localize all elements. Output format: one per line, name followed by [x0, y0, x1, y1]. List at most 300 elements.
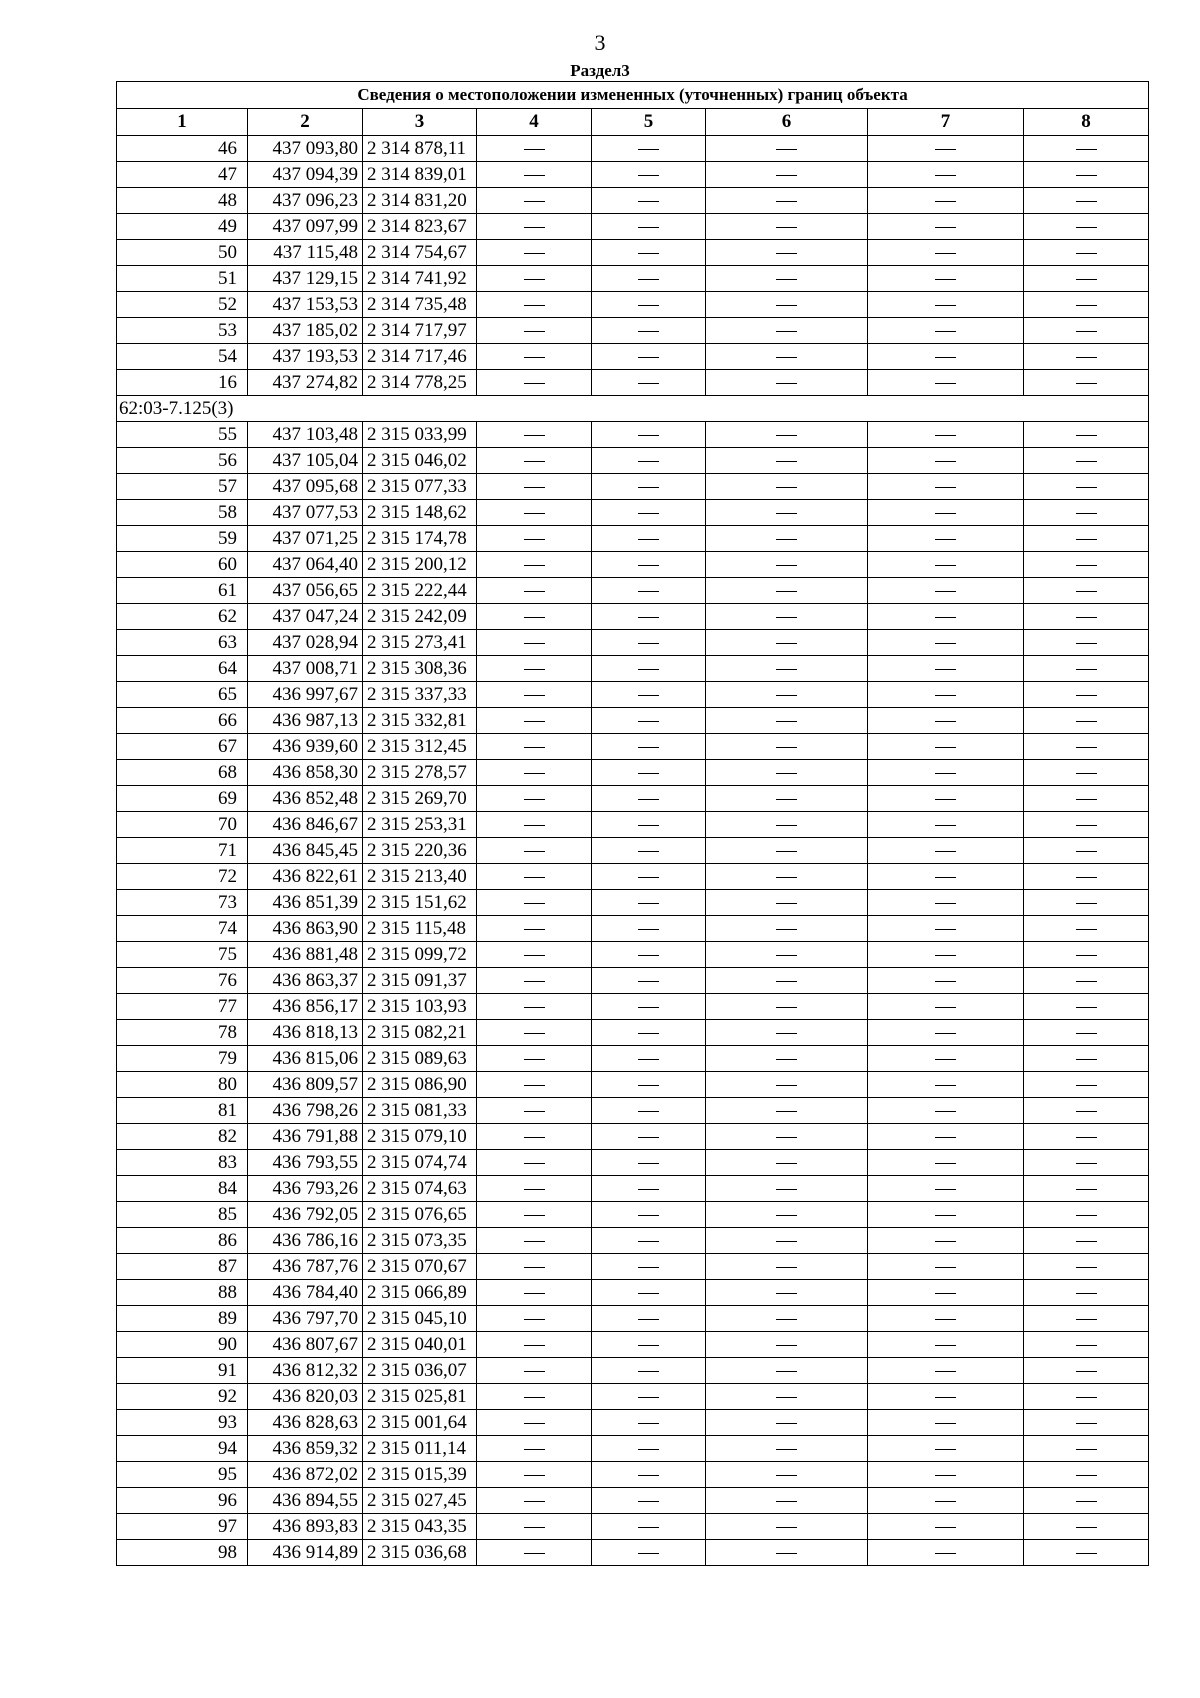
coordinate-y: 2 315 027,45: [363, 1488, 477, 1514]
table-row: [117, 968, 1149, 994]
empty-dash-cell: [477, 1410, 592, 1436]
empty-dash-cell: [1024, 890, 1149, 916]
empty-dash-cell: [592, 552, 706, 578]
empty-dash-cell: [477, 1176, 592, 1202]
point-number: 71: [117, 838, 248, 864]
empty-dash-cell: [868, 786, 1024, 812]
table-row: [117, 188, 1149, 214]
coordinate-y: 2 315 086,90: [363, 1072, 477, 1098]
coordinate-x: 436 791,88: [248, 1124, 363, 1150]
empty-dash-cell: [868, 1202, 1024, 1228]
point-number: 94: [117, 1436, 248, 1462]
table-row: [117, 682, 1149, 708]
table-row: [117, 1280, 1149, 1306]
column-number: 5: [592, 109, 706, 136]
empty-dash-cell: [706, 838, 868, 864]
coordinate-y: 2 315 253,31: [363, 812, 477, 838]
empty-dash-cell: [592, 1020, 706, 1046]
coordinate-y: 2 315 074,74: [363, 1150, 477, 1176]
empty-dash-cell: [706, 1410, 868, 1436]
coordinate-x: 437 105,04: [248, 448, 363, 474]
empty-dash-cell: [1024, 838, 1149, 864]
coordinate-y: 2 315 043,35: [363, 1514, 477, 1540]
empty-dash-cell: [477, 162, 592, 188]
empty-dash-cell: [1024, 552, 1149, 578]
empty-dash-cell: [1024, 240, 1149, 266]
point-number: 51: [117, 266, 248, 292]
empty-dash-cell: [868, 994, 1024, 1020]
empty-dash-cell: [477, 1540, 592, 1566]
table-row: [117, 786, 1149, 812]
coordinate-y: 2 315 066,89: [363, 1280, 477, 1306]
coordinate-y: 2 314 778,25: [363, 370, 477, 396]
empty-dash-cell: [1024, 162, 1149, 188]
empty-dash-cell: [1024, 760, 1149, 786]
empty-dash-cell: [477, 1358, 592, 1384]
point-number: 90: [117, 1332, 248, 1358]
point-number: 65: [117, 682, 248, 708]
coordinate-x: 436 852,48: [248, 786, 363, 812]
column-number: 4: [477, 109, 592, 136]
coordinate-x: 436 997,67: [248, 682, 363, 708]
coordinate-y: 2 315 337,33: [363, 682, 477, 708]
empty-dash-cell: [868, 214, 1024, 240]
table-row: [117, 292, 1149, 318]
point-number: 95: [117, 1462, 248, 1488]
empty-dash-cell: [868, 760, 1024, 786]
coordinate-y: 2 315 115,48: [363, 916, 477, 942]
empty-dash-cell: [1024, 474, 1149, 500]
point-number: 53: [117, 318, 248, 344]
empty-dash-cell: [592, 968, 706, 994]
empty-dash-cell: [706, 1072, 868, 1098]
coordinate-y: 2 315 312,45: [363, 734, 477, 760]
point-number: 67: [117, 734, 248, 760]
empty-dash-cell: [477, 786, 592, 812]
empty-dash-cell: [477, 578, 592, 604]
coordinate-y: 2 315 033,99: [363, 422, 477, 448]
point-number: 96: [117, 1488, 248, 1514]
coordinate-x: 437 153,53: [248, 292, 363, 318]
empty-dash-cell: [868, 1332, 1024, 1358]
empty-dash-cell: [1024, 812, 1149, 838]
empty-dash-cell: [592, 682, 706, 708]
empty-dash-cell: [477, 864, 592, 890]
empty-dash-cell: [1024, 656, 1149, 682]
coordinate-x: 436 856,17: [248, 994, 363, 1020]
table-row: [117, 1332, 1149, 1358]
coordinate-y: 2 315 015,39: [363, 1462, 477, 1488]
point-number: 61: [117, 578, 248, 604]
empty-dash-cell: [868, 604, 1024, 630]
empty-dash-cell: [706, 1488, 868, 1514]
empty-dash-cell: [706, 734, 868, 760]
empty-dash-cell: [706, 1540, 868, 1566]
empty-dash-cell: [592, 370, 706, 396]
empty-dash-cell: [592, 1098, 706, 1124]
empty-dash-cell: [1024, 682, 1149, 708]
empty-dash-cell: [477, 1332, 592, 1358]
empty-dash-cell: [592, 1124, 706, 1150]
empty-dash-cell: [868, 578, 1024, 604]
table-row: [117, 1514, 1149, 1540]
point-number: 54: [117, 344, 248, 370]
point-number: 89: [117, 1306, 248, 1332]
empty-dash-cell: [592, 1436, 706, 1462]
point-number: 88: [117, 1280, 248, 1306]
empty-dash-cell: [868, 240, 1024, 266]
empty-dash-cell: [592, 1332, 706, 1358]
coordinate-x: 436 797,70: [248, 1306, 363, 1332]
empty-dash-cell: [592, 1358, 706, 1384]
coordinate-x: 437 028,94: [248, 630, 363, 656]
empty-dash-cell: [868, 1150, 1024, 1176]
empty-dash-cell: [592, 1150, 706, 1176]
empty-dash-cell: [592, 630, 706, 656]
empty-dash-cell: [868, 188, 1024, 214]
empty-dash-cell: [868, 448, 1024, 474]
coordinate-x: 436 784,40: [248, 1280, 363, 1306]
point-number: 62: [117, 604, 248, 630]
table-row: [117, 1436, 1149, 1462]
table-row: [117, 1306, 1149, 1332]
point-number: 91: [117, 1358, 248, 1384]
empty-dash-cell: [706, 500, 868, 526]
coordinate-y: 2 315 082,21: [363, 1020, 477, 1046]
coordinate-x: 437 185,02: [248, 318, 363, 344]
point-number: 83: [117, 1150, 248, 1176]
empty-dash-cell: [706, 1306, 868, 1332]
table-row: [117, 1150, 1149, 1176]
empty-dash-cell: [592, 734, 706, 760]
empty-dash-cell: [868, 162, 1024, 188]
table-row: [117, 916, 1149, 942]
coordinate-y: 2 315 220,36: [363, 838, 477, 864]
coordinate-y: 2 315 077,33: [363, 474, 477, 500]
empty-dash-cell: [592, 942, 706, 968]
empty-dash-cell: [1024, 994, 1149, 1020]
empty-dash-cell: [592, 526, 706, 552]
coordinate-x: 436 881,48: [248, 942, 363, 968]
empty-dash-cell: [477, 968, 592, 994]
coordinate-x: 437 096,23: [248, 188, 363, 214]
empty-dash-cell: [592, 214, 706, 240]
empty-dash-cell: [477, 1046, 592, 1072]
coordinate-x: 437 064,40: [248, 552, 363, 578]
table-row: [117, 162, 1149, 188]
table-row: [117, 1072, 1149, 1098]
point-number: 50: [117, 240, 248, 266]
empty-dash-cell: [868, 1488, 1024, 1514]
empty-dash-cell: [1024, 1384, 1149, 1410]
empty-dash-cell: [477, 838, 592, 864]
coordinate-y: 2 315 025,81: [363, 1384, 477, 1410]
coordinate-y: 2 315 074,63: [363, 1176, 477, 1202]
empty-dash-cell: [592, 1488, 706, 1514]
empty-dash-cell: [868, 916, 1024, 942]
empty-dash-cell: [706, 812, 868, 838]
point-number: 93: [117, 1410, 248, 1436]
table-row: [117, 1124, 1149, 1150]
coordinate-y: 2 314 735,48: [363, 292, 477, 318]
coordinate-y: 2 315 076,65: [363, 1202, 477, 1228]
coordinate-x: 436 787,76: [248, 1254, 363, 1280]
empty-dash-cell: [592, 1462, 706, 1488]
coordinate-x: 437 093,80: [248, 136, 363, 162]
empty-dash-cell: [1024, 1358, 1149, 1384]
coordinate-x: 437 129,15: [248, 266, 363, 292]
empty-dash-cell: [868, 370, 1024, 396]
point-number: 57: [117, 474, 248, 500]
coordinate-x: 436 872,02: [248, 1462, 363, 1488]
coordinate-y: 2 315 332,81: [363, 708, 477, 734]
group-label: 62:03-7.125(3): [117, 396, 1149, 422]
column-number: 3: [363, 109, 477, 136]
coordinate-x: 437 193,53: [248, 344, 363, 370]
point-number: 59: [117, 526, 248, 552]
empty-dash-cell: [477, 422, 592, 448]
table-row: [117, 942, 1149, 968]
table-row: [117, 1358, 1149, 1384]
coordinate-y: 2 314 831,20: [363, 188, 477, 214]
empty-dash-cell: [868, 344, 1024, 370]
empty-dash-cell: [477, 474, 592, 500]
coordinate-x: 436 914,89: [248, 1540, 363, 1566]
coordinate-y: 2 314 839,01: [363, 162, 477, 188]
empty-dash-cell: [477, 1124, 592, 1150]
coordinate-x: 436 987,13: [248, 708, 363, 734]
empty-dash-cell: [477, 318, 592, 344]
empty-dash-cell: [592, 344, 706, 370]
empty-dash-cell: [706, 370, 868, 396]
empty-dash-cell: [868, 552, 1024, 578]
empty-dash-cell: [592, 1202, 706, 1228]
empty-dash-cell: [592, 1254, 706, 1280]
point-number: 46: [117, 136, 248, 162]
empty-dash-cell: [477, 1098, 592, 1124]
empty-dash-cell: [1024, 526, 1149, 552]
coordinate-y: 2 315 200,12: [363, 552, 477, 578]
empty-dash-cell: [477, 1462, 592, 1488]
empty-dash-cell: [477, 942, 592, 968]
empty-dash-cell: [868, 812, 1024, 838]
empty-dash-cell: [706, 942, 868, 968]
empty-dash-cell: [1024, 1540, 1149, 1566]
coordinate-x: 437 056,65: [248, 578, 363, 604]
empty-dash-cell: [592, 240, 706, 266]
table-row: [117, 1202, 1149, 1228]
coordinate-y: 2 315 148,62: [363, 500, 477, 526]
table-row: [117, 1462, 1149, 1488]
empty-dash-cell: [477, 552, 592, 578]
empty-dash-cell: [868, 734, 1024, 760]
empty-dash-cell: [477, 214, 592, 240]
empty-dash-cell: [1024, 1462, 1149, 1488]
empty-dash-cell: [592, 812, 706, 838]
coordinate-x: 437 103,48: [248, 422, 363, 448]
empty-dash-cell: [592, 1046, 706, 1072]
empty-dash-cell: [592, 448, 706, 474]
empty-dash-cell: [1024, 1072, 1149, 1098]
coordinate-x: 436 894,55: [248, 1488, 363, 1514]
coordinate-y: 2 315 070,67: [363, 1254, 477, 1280]
empty-dash-cell: [706, 474, 868, 500]
coordinate-y: 2 314 741,92: [363, 266, 477, 292]
empty-dash-cell: [706, 1150, 868, 1176]
coordinate-y: 2 315 099,72: [363, 942, 477, 968]
empty-dash-cell: [1024, 1410, 1149, 1436]
empty-dash-cell: [1024, 1254, 1149, 1280]
table-row: [117, 1384, 1149, 1410]
empty-dash-cell: [592, 786, 706, 812]
point-number: 87: [117, 1254, 248, 1280]
table-row: [117, 708, 1149, 734]
empty-dash-cell: [706, 1098, 868, 1124]
empty-dash-cell: [592, 292, 706, 318]
coordinate-y: 2 315 242,09: [363, 604, 477, 630]
empty-dash-cell: [1024, 1150, 1149, 1176]
empty-dash-cell: [868, 1514, 1024, 1540]
empty-dash-cell: [868, 1072, 1024, 1098]
coordinate-x: 436 846,67: [248, 812, 363, 838]
empty-dash-cell: [706, 292, 868, 318]
empty-dash-cell: [477, 370, 592, 396]
coordinate-y: 2 314 754,67: [363, 240, 477, 266]
point-number: 86: [117, 1228, 248, 1254]
empty-dash-cell: [868, 500, 1024, 526]
empty-dash-cell: [706, 552, 868, 578]
empty-dash-cell: [477, 188, 592, 214]
coordinate-x: 437 274,82: [248, 370, 363, 396]
empty-dash-cell: [706, 864, 868, 890]
empty-dash-cell: [592, 708, 706, 734]
table-row: [117, 1046, 1149, 1072]
coordinate-y: 2 315 213,40: [363, 864, 477, 890]
empty-dash-cell: [1024, 344, 1149, 370]
coordinate-x: 436 812,32: [248, 1358, 363, 1384]
empty-dash-cell: [477, 1488, 592, 1514]
table-row: [117, 1540, 1149, 1566]
empty-dash-cell: [592, 1280, 706, 1306]
table-row: [117, 214, 1149, 240]
coordinate-y: 2 315 073,35: [363, 1228, 477, 1254]
empty-dash-cell: [592, 1306, 706, 1332]
empty-dash-cell: [868, 942, 1024, 968]
coordinate-y: 2 314 717,46: [363, 344, 477, 370]
table-row: [117, 656, 1149, 682]
empty-dash-cell: [1024, 786, 1149, 812]
table-row: [117, 604, 1149, 630]
empty-dash-cell: [1024, 916, 1149, 942]
empty-dash-cell: [868, 1124, 1024, 1150]
coordinate-y: 2 315 011,14: [363, 1436, 477, 1462]
empty-dash-cell: [477, 1514, 592, 1540]
point-number: 47: [117, 162, 248, 188]
point-number: 64: [117, 656, 248, 682]
coordinate-x: 436 793,55: [248, 1150, 363, 1176]
empty-dash-cell: [477, 292, 592, 318]
empty-dash-cell: [592, 474, 706, 500]
empty-dash-cell: [706, 162, 868, 188]
coordinate-y: 2 315 046,02: [363, 448, 477, 474]
empty-dash-cell: [868, 318, 1024, 344]
empty-dash-cell: [592, 188, 706, 214]
empty-dash-cell: [868, 630, 1024, 656]
point-number: 56: [117, 448, 248, 474]
table-row: [117, 734, 1149, 760]
point-number: 76: [117, 968, 248, 994]
coordinate-y: 2 315 036,07: [363, 1358, 477, 1384]
empty-dash-cell: [706, 578, 868, 604]
empty-dash-cell: [868, 1228, 1024, 1254]
empty-dash-cell: [592, 162, 706, 188]
coordinate-x: 437 115,48: [248, 240, 363, 266]
empty-dash-cell: [706, 1124, 868, 1150]
empty-dash-cell: [706, 786, 868, 812]
empty-dash-cell: [1024, 214, 1149, 240]
table-row: [117, 812, 1149, 838]
table-row: [117, 578, 1149, 604]
empty-dash-cell: [1024, 1124, 1149, 1150]
empty-dash-cell: [1024, 708, 1149, 734]
empty-dash-cell: [477, 1150, 592, 1176]
table-row: [117, 760, 1149, 786]
table-row: [117, 630, 1149, 656]
empty-dash-cell: [477, 1280, 592, 1306]
empty-dash-cell: [1024, 136, 1149, 162]
empty-dash-cell: [868, 1358, 1024, 1384]
empty-dash-cell: [1024, 448, 1149, 474]
table-row: [117, 864, 1149, 890]
empty-dash-cell: [592, 1176, 706, 1202]
empty-dash-cell: [477, 682, 592, 708]
empty-dash-cell: [1024, 1280, 1149, 1306]
empty-dash-cell: [477, 1202, 592, 1228]
table-row: [117, 890, 1149, 916]
table-row: [117, 500, 1149, 526]
empty-dash-cell: [1024, 292, 1149, 318]
coordinate-x: 437 008,71: [248, 656, 363, 682]
empty-dash-cell: [1024, 1202, 1149, 1228]
empty-dash-cell: [706, 1202, 868, 1228]
empty-dash-cell: [706, 318, 868, 344]
empty-dash-cell: [706, 1020, 868, 1046]
point-number: 84: [117, 1176, 248, 1202]
empty-dash-cell: [1024, 1228, 1149, 1254]
empty-dash-cell: [477, 344, 592, 370]
empty-dash-cell: [477, 708, 592, 734]
empty-dash-cell: [592, 864, 706, 890]
table-caption: Сведения о местоположении измененных (уточненных) границ объекта: [117, 82, 1149, 109]
column-number: 2: [248, 109, 363, 136]
point-number: 63: [117, 630, 248, 656]
empty-dash-cell: [592, 890, 706, 916]
point-number: 70: [117, 812, 248, 838]
group-row: [117, 396, 1149, 422]
empty-dash-cell: [592, 266, 706, 292]
table-row: [117, 1228, 1149, 1254]
empty-dash-cell: [706, 188, 868, 214]
empty-dash-cell: [1024, 1514, 1149, 1540]
empty-dash-cell: [706, 708, 868, 734]
coordinate-x: 437 071,25: [248, 526, 363, 552]
empty-dash-cell: [592, 1072, 706, 1098]
table-row: [117, 1020, 1149, 1046]
coordinate-y: 2 314 878,11: [363, 136, 477, 162]
point-number: 82: [117, 1124, 248, 1150]
empty-dash-cell: [1024, 500, 1149, 526]
coordinate-y: 2 315 269,70: [363, 786, 477, 812]
